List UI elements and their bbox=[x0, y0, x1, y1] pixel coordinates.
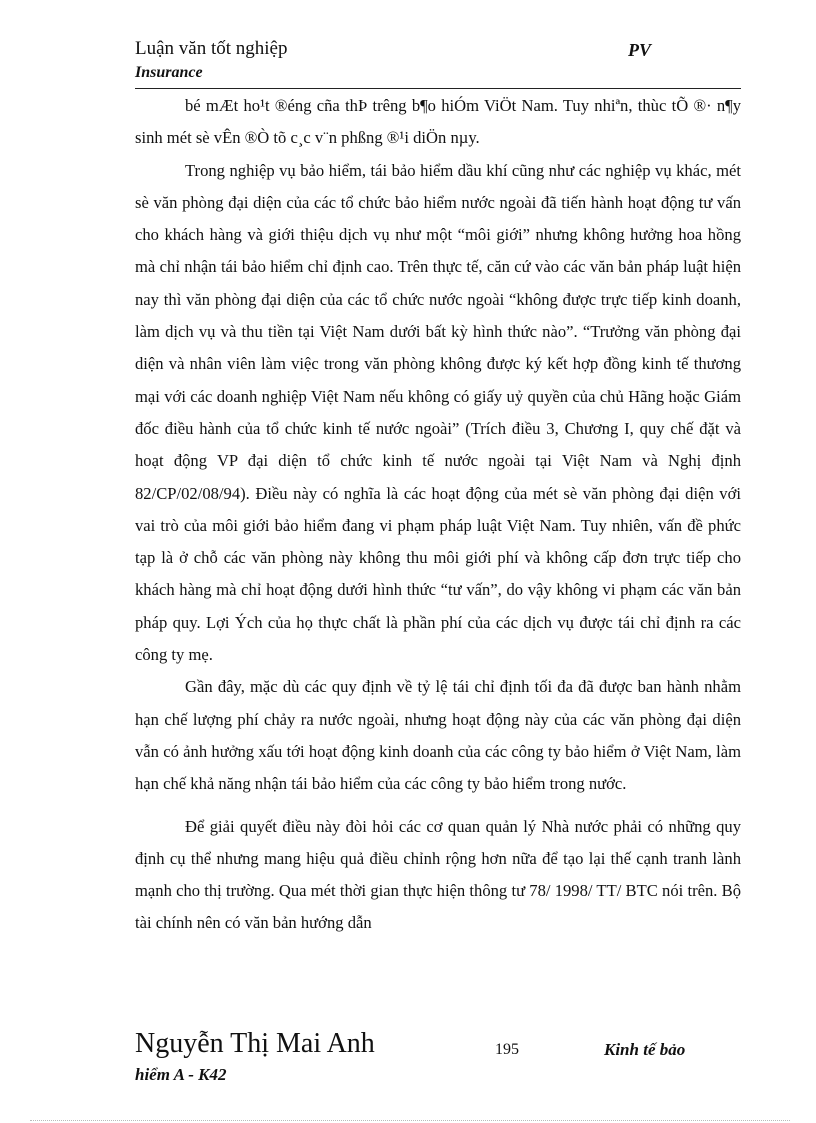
paragraph-4: Để giải quyết điều này đòi hỏi các cơ quan quản lý Nhà nước phải có những quy định cụ thể nhưng mang hiệu quả điều chỉnh rộng hơn nữa để tạo lại thế cạnh tranh lành mạnh cho thị trường. Qua mét thời gian thực hiện thông tư 78/ 1998/ TT/ BTC nói trên. Bộ tài chính nên có văn bản hướng dẫn bbox=[135, 816, 741, 933]
paragraph-3: Gần đây, mặc dù các quy định về tỷ lệ tái chỉ định tối đa đã được ban hành nhằm hạn chế lượng phí chảy ra nước ngoài, nhưng hoạt động này của các văn phòng đại diện vẫn có ảnh hưởng xấu tới hoạt động kinh doanh của các công ty bảo hiểm ở Việt Nam, làm hạn chế khả năng nhận tái bảo hiểm của các công ty bảo hiểm trong nước. bbox=[135, 677, 741, 794]
footer-right-label: Kinh tế bảo bbox=[604, 1040, 686, 1059]
page-bottom-border bbox=[30, 1120, 790, 1121]
footer-subtitle: hiểm A - K42 bbox=[135, 1065, 227, 1084]
header-subtitle: Insurance bbox=[135, 64, 203, 81]
page-number: 195 bbox=[495, 1041, 519, 1058]
header-right-label: PV bbox=[628, 40, 652, 60]
paragraph-1: bé mÆt ho¹t ®éng cña thÞ trêng b¶o hiÓm ViÖt Nam. Tuy nhiªn, thùc tÕ ®· n¶y sinh mét sè vÊn ®Ò tõ c¸c v¨n phßng ®¹i diÖn nµy. bbox=[135, 96, 741, 148]
body-text bbox=[135, 90, 741, 940]
header-divider bbox=[135, 88, 741, 89]
paragraph-2: Trong nghiệp vụ bảo hiểm, tái bảo hiểm dầu khí cũng như các nghiệp vụ khác, mét sè văn phòng đại diện của các tổ chức bảo hiểm nước ngoài đã tiến hành hoạt động tư vấn cho khách hàng và giới thiệu dịch vụ như một “môi giới” nhưng không hưởng hoa hồng mà chỉ nhận tái bảo hiểm chỉ định cao. Trên thực tế, căn cứ vào các văn bản pháp luật hiện nay thì văn phòng đại diện của các tổ chức nước ngoài “không được trực tiếp kinh doanh, làm dịch vụ và thu tiền tại Việt Nam dưới bất kỳ hình thức nào”. “Trưởng văn phòng đại diện và nhân viên làm việc trong văn phòng không được ký kết hợp đồng kinh tế thương mại với các doanh nghiệp Việt Nam nếu không có giấy uỷ quyền của chủ Hãng hoặc Giám đốc điều hành của tổ chức kinh tế nước ngoài” (Trích điều 3, Chương I, quy chế đặt và hoạt động VP đại diện tổ chức kinh tế nước ngoài tại Việt Nam và Nghị định 82/CP/02/08/94). Điều này có nghĩa là các hoạt động của mét sè văn phòng đại diện với vai trò của môi giới bảo hiểm đang vi phạm pháp luật Việt Nam. Tuy nhiên, vấn đề phức tạp là ở chỗ các văn phòng này không thu môi giới phí và không cấp đơn trực tiếp cho khách hàng mà chỉ hoạt động dưới hình thức “tư vấn”, do vậy không vi phạm các văn bản pháp quy. Lợi Ých của họ thực chất là phần phí của các dịch vụ được tái chỉ định ra các công ty mẹ. bbox=[135, 160, 741, 665]
header-title: Luận văn tốt nghiệp bbox=[135, 38, 288, 59]
footer-author: Nguyễn Thị Mai Anh bbox=[135, 1028, 375, 1059]
